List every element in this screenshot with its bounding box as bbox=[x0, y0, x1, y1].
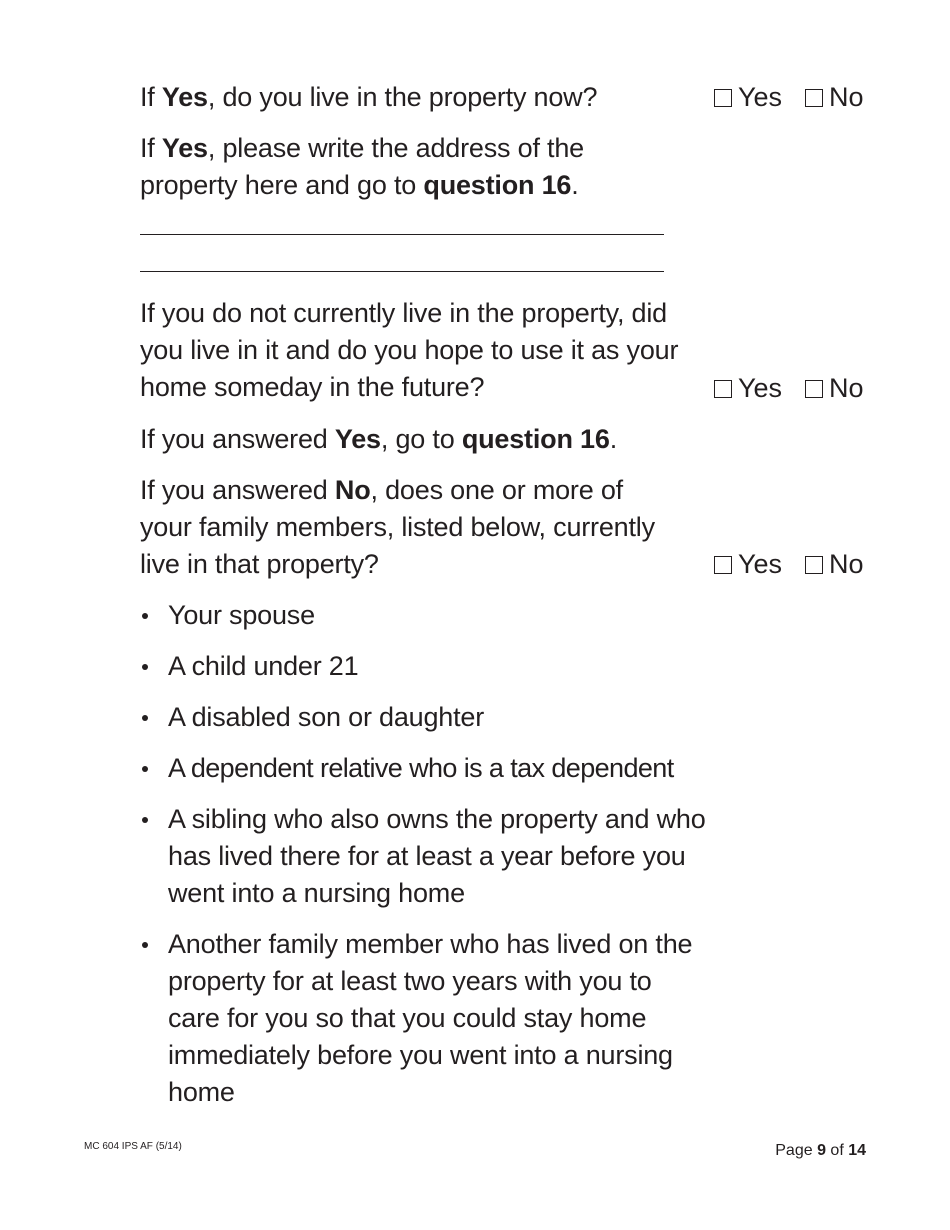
list-item: A sibling who also owns the property and who has lived there for at least a year before you went into a nursing home bbox=[140, 801, 708, 912]
q3-yes-no-group bbox=[714, 546, 864, 583]
list-item: A child under 21 bbox=[140, 648, 740, 685]
form-id: MC 604 IPS AF (5/14) bbox=[84, 1141, 182, 1152]
checkbox-box[interactable] bbox=[805, 89, 823, 107]
list-item: A disabled son or daughter bbox=[140, 699, 740, 736]
q1-yes-no-group bbox=[714, 79, 864, 116]
q3-yes-checkbox[interactable]: Yes bbox=[714, 546, 782, 583]
q2-yes-checkbox[interactable]: Yes bbox=[714, 370, 782, 407]
checkbox-box[interactable] bbox=[805, 380, 823, 398]
checkbox-box[interactable] bbox=[805, 556, 823, 574]
question-family-member-lives-there: If you answered No, does one or more of your family members, listed below, currently live in that property? bbox=[140, 475, 655, 579]
checkbox-box[interactable] bbox=[714, 89, 732, 107]
q2-yes-instruction: If you answered Yes, go to question 16. bbox=[140, 424, 617, 454]
q2-yes-no-group bbox=[714, 370, 864, 407]
address-instruction: If Yes, please write the address of the property here and go to question 16. bbox=[140, 133, 584, 200]
q1-yes-checkbox[interactable]: Yes bbox=[714, 79, 782, 116]
q3-no-checkbox[interactable]: No bbox=[805, 546, 864, 583]
q1-no-checkbox[interactable]: No bbox=[805, 79, 864, 116]
address-line-1[interactable] bbox=[140, 234, 664, 235]
family-members-list bbox=[140, 597, 740, 1125]
address-line-2[interactable] bbox=[140, 271, 664, 272]
question-hope-to-return-home: If you do not currently live in the property, did you live in it and do you hope to use it as your home someday in the future? bbox=[140, 298, 679, 402]
q2-no-checkbox[interactable]: No bbox=[805, 370, 864, 407]
list-item: Your spouse bbox=[140, 597, 740, 634]
list-item: Another family member who has lived on the property for at least two years with you to care for you so that you could stay home immediately before you went into a nursing home bbox=[140, 926, 698, 1111]
question-live-in-property-now: If Yes, do you live in the property now? bbox=[140, 82, 598, 112]
page-number: Page 9 of 14 bbox=[775, 1142, 866, 1159]
checkbox-box[interactable] bbox=[714, 380, 732, 398]
checkbox-box[interactable] bbox=[714, 556, 732, 574]
list-item: A dependent relative who is a tax dependent bbox=[140, 750, 740, 787]
